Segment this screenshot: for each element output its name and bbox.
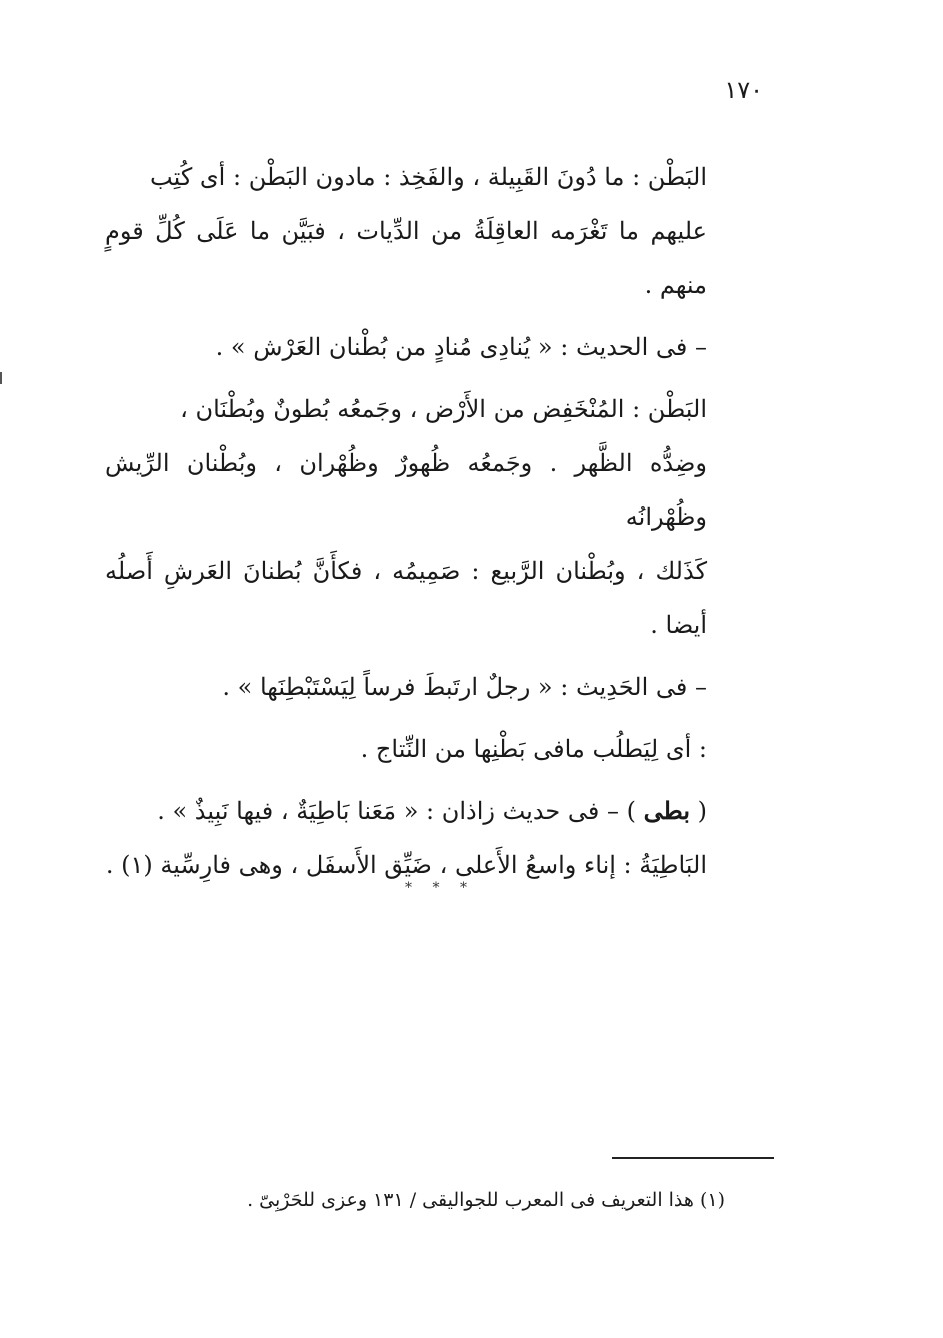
text-line: البَاطِيَةُ : إناء واسعُ الأَعلى ، ضَيِّق الأَسفَل ، وهى فارِسِّية (١) . xyxy=(105,851,707,879)
paragraph-batn-land xyxy=(105,382,707,652)
text-line: – فى الحديث : « يُنادِى مُنادٍ من بُطْنان العَرْش » . xyxy=(215,333,707,361)
text-line: كَذَلك ، وبُطْنان الرَّبيع : صَمِيمُه ، فكأَنَّ بُطنانَ العَرشِ أَصلُه أيضا . xyxy=(105,557,707,639)
text-line: البَطْن : المُنْخَفِض من الأَرْض ، وجَمعُه بُطونٌ وبُطْنَان ، xyxy=(180,395,707,423)
text-line: البَطْن : ما دُونَ القَبِيلة ، والفَخِذ : مادون البَطْن : أى كُتِب xyxy=(150,163,707,191)
text-line: عليهم ما تَغْرَمه العاقِلَةُ من الدِّيات ، فبَيَّن ما عَلَى كُلِّ قومٍ منهم . xyxy=(105,217,707,299)
paragraph-batn-tribe xyxy=(105,150,707,312)
page-number: ١٧٠ xyxy=(724,76,763,104)
section-separator: * * * xyxy=(405,880,475,896)
entry-headword: بطى xyxy=(643,796,690,825)
page-body xyxy=(105,150,707,892)
paragraph-hadith-faras xyxy=(105,660,707,714)
paragraph-explanation xyxy=(105,722,707,776)
paragraph-batiya xyxy=(105,784,707,892)
paragraph-hadith-arsh xyxy=(105,320,707,374)
footnote-rule xyxy=(612,1157,774,1159)
text-line: : أى لِيَطلُب مافى بَطْنِها من النِّتاج . xyxy=(360,735,707,763)
text-line: وضِدُّه الظَّهر . وجَمعُه ظُهورٌ وظُهْران ، وبُطْنان الرِّيش وظُهْرانُه xyxy=(105,449,707,531)
text-line: – فى الحَدِيث : « رجلٌ ارتَبطَ فرساً لِيَسْتَبْطِنَها » . xyxy=(222,673,707,701)
footnote: (١) هذا التعريف فى المعرب للجواليقى / ١٣١ وعزى للحَرْبِىّ . xyxy=(247,1189,725,1211)
text-line-entry: ( بطى ) – فى حديث زاذان : « مَعَنا بَاطِيَةٌ ، فيها نَبِيذٌ » . xyxy=(157,796,707,825)
margin-mark xyxy=(0,372,2,384)
